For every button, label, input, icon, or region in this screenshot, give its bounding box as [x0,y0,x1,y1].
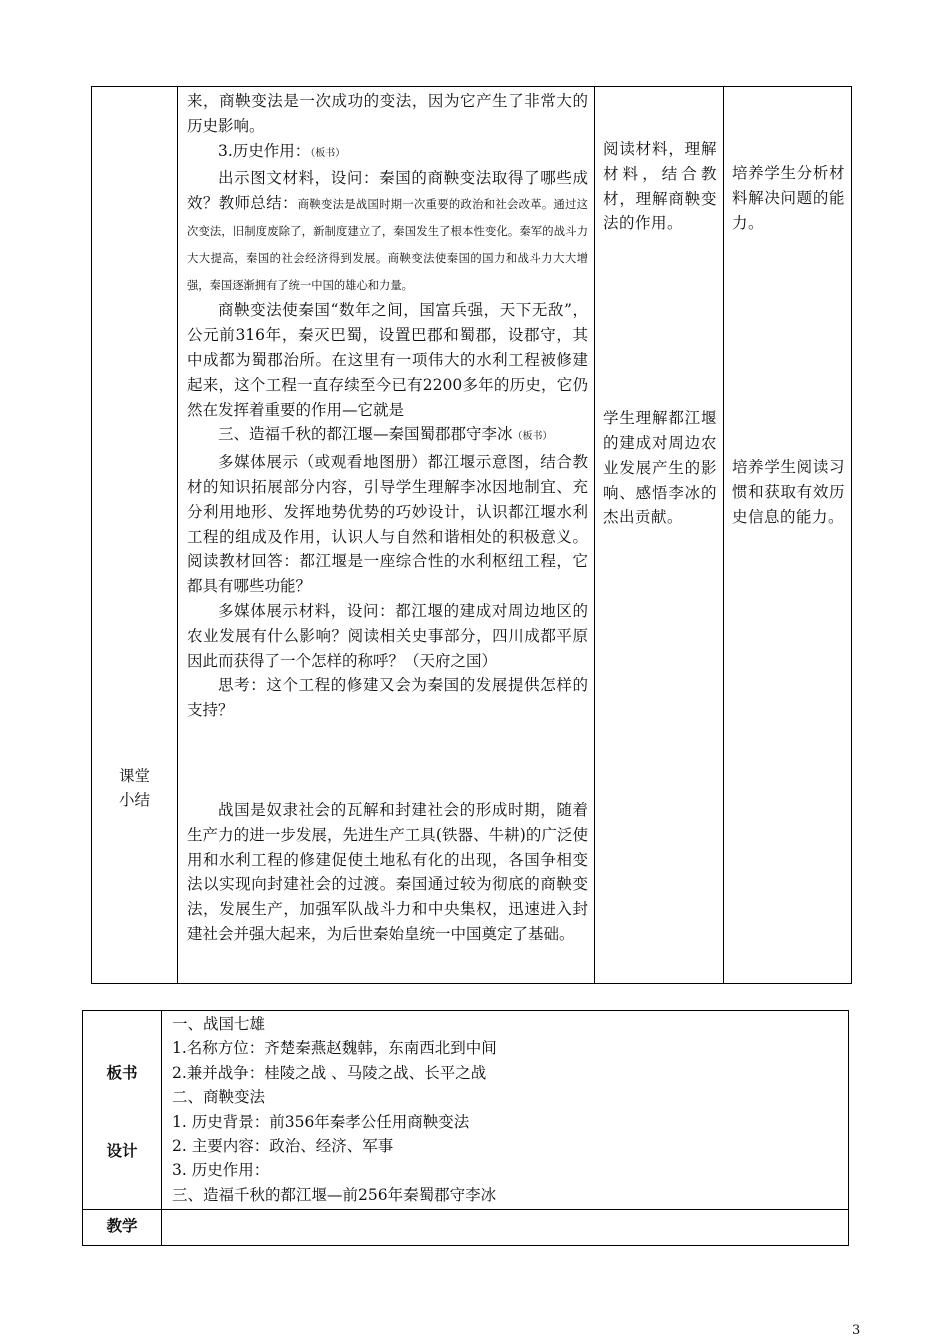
design-intent-1: 培养学生分析材料解决问题的能力。 [732,164,845,232]
board-line: 2. 主要内容：政治、经济、军事 [172,1137,394,1156]
board-line: 三、造福千秋的都江堰—前256年秦蜀郡守李冰 [172,1185,497,1204]
student-activity-cell [595,87,724,984]
summary-label: 课堂 小结 [118,767,150,809]
student-activity-2: 学生理解都江堰的建成对周边农业发展产生的影响、感悟李冰的杰出贡献。 [603,409,717,527]
board-line: 一、战国七雄 [172,1015,266,1033]
paragraph: 思考：这个工程的修建又会为秦国的发展提供怎样的支持？ [187,676,588,720]
paragraph: 商鞅变法使秦国“数年之间，国富兵强，天下无敌”，公元前316年，秦灭巴蜀，设置巴郡和蜀郡，设郡守，其中成都为蜀郡治所。在这里有一项伟大的水利工程被修建起来，这个工程一直存续至今已有2200多年的历史，它仍然在发挥着重要的作用—它就是 [187,301,588,419]
board-line: 1. 历史背景：前356年秦孝公任用商鞅变法 [172,1112,470,1131]
design-intent-cell [724,87,852,984]
paragraph: 三、造福千秋的都江堰—秦国蜀郡郡守李冰（板书） [218,425,553,444]
board-line: 1.名称方位：齐楚秦燕赵魏韩，东南西北到中间 [172,1039,497,1058]
teaching-label: 教学 [83,1210,162,1246]
stage-column [92,87,178,984]
paragraph: 来，商鞅变法是一次成功的变法，因为它产生了非常大的历史影响。 [187,92,588,135]
paragraph: 多媒体展示材料，设问：都江堰的建成对周边地区的农业发展有什么影响？阅读相关史事部分，四川成都平原因此而获得了一个怎样的称呼？（天府之国） [187,601,588,670]
board-label: 板书 [106,1063,138,1082]
board-line: 二、商鞅变法 [172,1088,266,1107]
board-content-cell [162,1011,849,1210]
board-line: 3. 历史作用： [172,1161,270,1180]
student-activity-1: 阅读材料，理解材料，结合教材，理解商鞅变法的作用。 [603,140,717,233]
design-label: 设计 [106,1141,138,1160]
lesson-process-table [91,86,852,984]
teacher-activity-cell [178,87,595,984]
paragraph: 多媒体展示（或观看地图册）都江堰示意图，结合教材的知识拓展部分内容，引导学生理解李冰因地制宜、充分利用地形、发挥地势优势的巧妙设计，认识都江堰水利工程的组成及作用，认识人与自然和谐相处的积极意义。阅读教材回答：都江堰是一座综合性的水利枢纽工程，它都具有哪些功能？ [187,453,588,596]
page-number: 3 [852,1323,861,1338]
board-line: 2.兼并战争：桂陵之战 、马陵之战、长平之战 [172,1063,487,1082]
paragraph: 出示图文材料，设问：秦国的商鞅变法取得了哪些成效？教师总结：商鞅变法是战国时期一次重要的政治和社会改革。通过这次变法，旧制度废除了，新制度建立了，秦国发生了根本性变化。秦军的战斗力大大提高，秦国的社会经济得到发展。商鞅变法使秦国的国力和战斗力大大增强，秦国逐渐拥有了统一中国的雄心和力量。 [187,169,588,292]
board-design-table [82,1010,849,1246]
summary-paragraph: 战国是奴隶社会的瓦解和封建社会的形成时期，随着生产力的进一步发展，先进生产工具(铁器、牛耕)的广泛使用和水利工程的修建促使土地私有化的出现，各国争相变法以实现向封建社会的过渡。秦国通过较为彻底的商鞅变法，发展生产，加强军队战斗力和中央集权，迅速进入封建社会并强大起来，为后世秦始皇统一中国奠定了基础。 [187,800,588,943]
design-intent-2: 培养学生阅读习惯和获取有效历史信息的能力。 [732,458,845,526]
board-label-cell [83,1011,162,1210]
teaching-content-cell [162,1210,849,1246]
paragraph: 3.历史作用：（板书） [218,141,346,160]
